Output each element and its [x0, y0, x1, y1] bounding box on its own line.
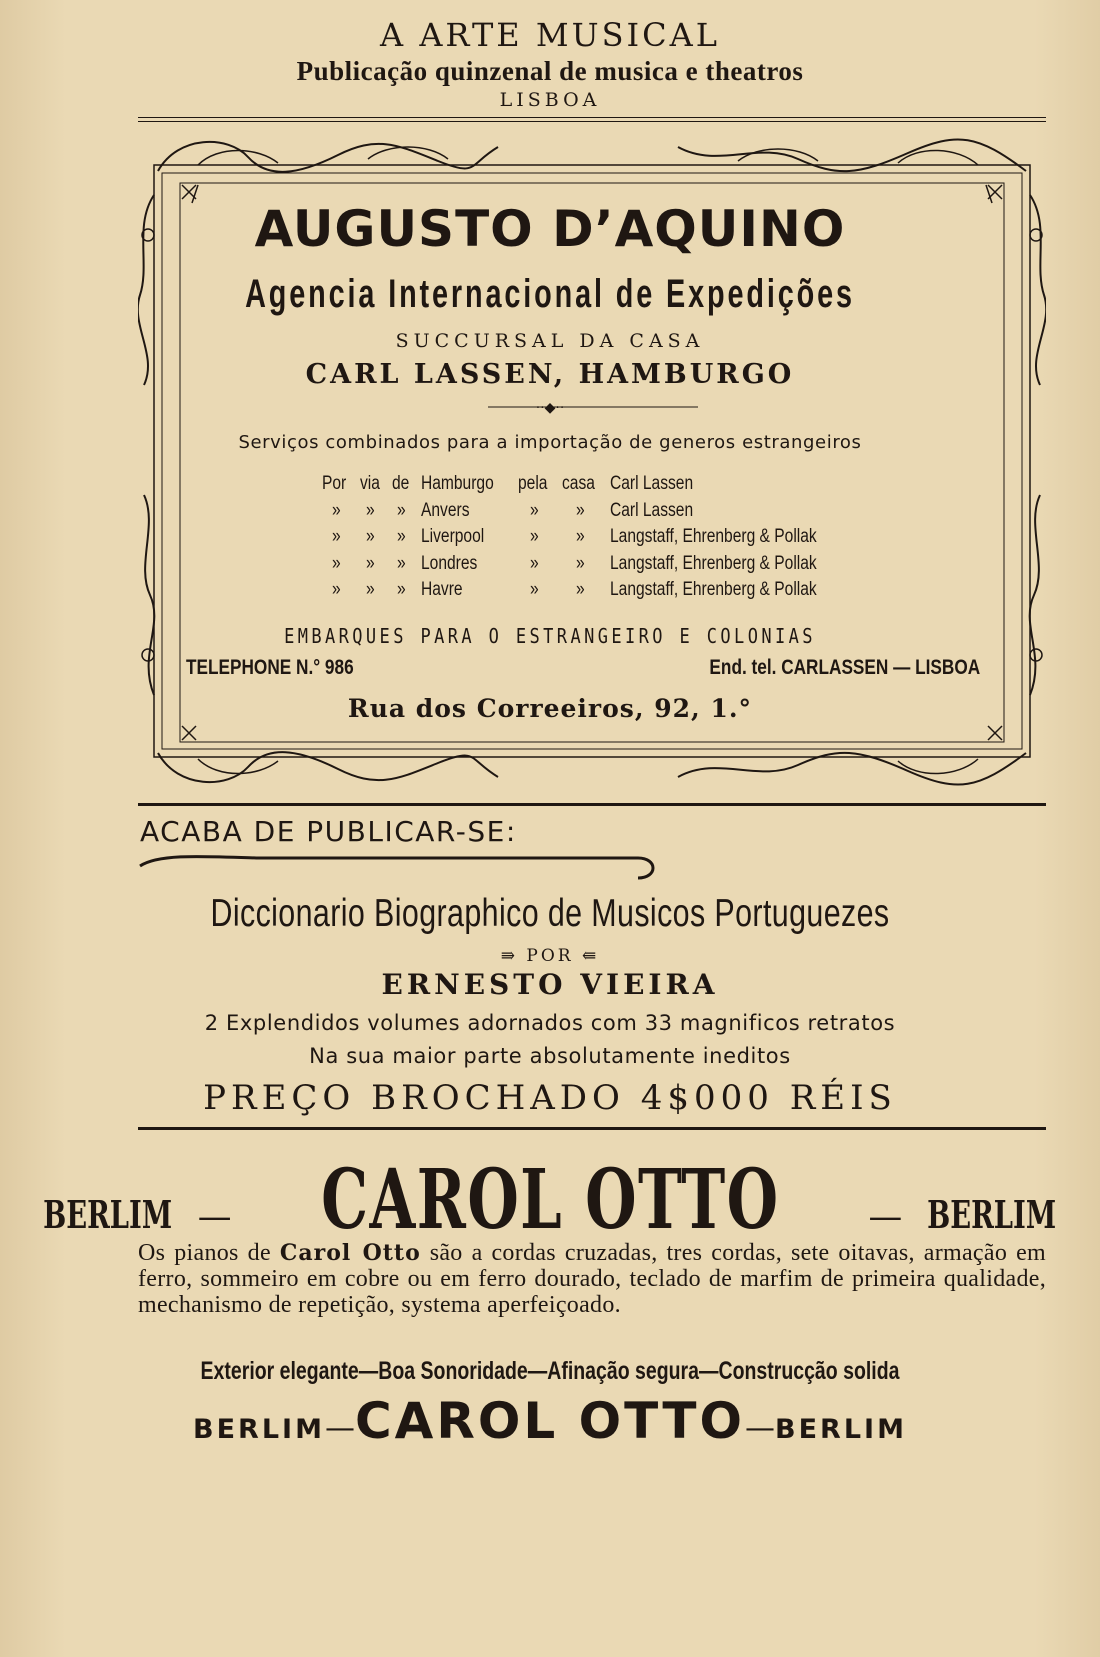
masthead-title: A ARTE MUSICAL: [380, 16, 720, 54]
aquino-agency: Agencia Internacional de Expedições: [245, 272, 855, 316]
route-cell-c: »: [397, 499, 406, 521]
aquino-succursal: SUCCURSAL DA CASA: [395, 330, 705, 352]
aquino-parent-house: CARL LASSEN, HAMBURGO: [305, 359, 795, 390]
route-cell-b: »: [366, 499, 376, 521]
route-cell-e: »: [576, 526, 586, 548]
route-cell-c: »: [397, 579, 406, 601]
masthead-rule-top: [138, 117, 1046, 118]
route-row: [318, 498, 866, 525]
route-row: [318, 577, 866, 604]
route-cell-city: Anvers: [421, 499, 470, 521]
route-cell-c: de: [391, 473, 410, 495]
route-cell-city: Londres: [421, 552, 478, 574]
arrow-right-icon: ⇛: [500, 946, 527, 966]
route-cell-b: »: [366, 579, 376, 601]
route-cell-c: »: [397, 552, 406, 574]
route-cell-b: »: [366, 526, 376, 548]
masthead-subtitle: Publicação quinzenal de musica e theatros: [296, 56, 804, 86]
route-cell-d: »: [530, 526, 540, 548]
route-cell-city: Liverpool: [421, 526, 485, 548]
route-cell-d: »: [530, 552, 540, 574]
aquino-telephone: TELEPHONE N.° 986: [186, 656, 354, 679]
route-cell-b: via: [359, 473, 380, 495]
headline-city-left: BERLIM: [43, 1192, 173, 1237]
aquino-embarques: EMBARQUES PARA O ESTRANGEIRO E COLONIAS: [284, 624, 816, 648]
route-cell-agent: Langstaff, Ehrenberg & Pollak: [609, 526, 817, 548]
route-cell-agent: Langstaff, Ehrenberg & Pollak: [609, 579, 817, 601]
headline-city-right: BERLIM: [927, 1192, 1057, 1237]
route-cell-agent: Langstaff, Ehrenberg & Pollak: [609, 552, 817, 574]
aquino-name: AUGUSTO D’AQUINO: [254, 200, 846, 258]
aquino-address: Rua dos Correeiros, 92, 1.°: [347, 694, 753, 723]
section-rule-1: [138, 803, 1046, 806]
headline-brand: CAROL OTTO: [320, 1152, 780, 1248]
book-author: ERNESTO VIEIRA: [381, 968, 719, 1001]
route-cell-e: »: [576, 552, 586, 574]
route-cell-e: »: [576, 579, 586, 601]
route-cell-a: »: [331, 526, 341, 548]
route-cell-e: casa: [561, 473, 595, 495]
footer-brand: CAROL OTTO: [354, 1392, 746, 1450]
otto-headline: BERLIM — CAROL OTTO — BERLIM: [43, 1152, 1057, 1248]
route-cell-c: »: [397, 526, 406, 548]
arrow-left-icon: ⇚: [573, 946, 600, 966]
otto-features: Exterior elegante—Boa Sonoridade—Afinação segura—Construcção solida: [200, 1357, 900, 1385]
masthead-city: LISBOA: [499, 89, 601, 111]
otto-footer: BERLIM—CAROL OTTO—BERLIM: [193, 1392, 907, 1450]
book-por: ⇛ POR ⇚: [500, 946, 600, 966]
heading-swash: [138, 852, 658, 882]
aquino-ornament: ··◆··: [535, 400, 565, 416]
route-cell-city: Hamburgo: [421, 473, 494, 495]
route-cell-d: »: [530, 579, 540, 601]
acaba-heading: ACABA DE PUBLICAR-SE:: [140, 815, 517, 848]
route-cell-agent: Carl Lassen: [609, 473, 693, 495]
masthead-rule-bottom: [138, 121, 1046, 122]
route-cell-e: »: [576, 499, 586, 521]
route-cell-a: Por: [322, 473, 347, 495]
route-row: [318, 551, 866, 578]
route-row: [318, 471, 866, 498]
aquino-services: Serviços combinados para a importação de generos estrangeiros: [238, 432, 862, 453]
otto-description: Os pianos de Carol Otto são a cordas cruzadas, tres cordas, sete oitavas, armação em ferro, sommeiro em cobre ou em ferro dourado, teclado de marfim de primeira qualidade, mechanismo de repetição, systema aperfeiçoado.: [138, 1240, 1046, 1318]
book-volumes: 2 Explendidos volumes adornados com 33 magnificos retratos: [204, 1011, 896, 1035]
route-cell-a: »: [331, 552, 341, 574]
route-cell-a: »: [331, 499, 341, 521]
route-row: [318, 524, 866, 551]
route-cell-d: pela: [517, 473, 548, 495]
section-rule-2: [138, 1127, 1046, 1130]
routes-table: [318, 471, 866, 604]
book-price: PREÇO BROCHADO 4$000 RÉIS: [203, 1078, 897, 1118]
book-title: Diccionario Biographico de Musicos Portuguezes: [210, 892, 890, 935]
route-cell-a: »: [331, 579, 341, 601]
route-cell-d: »: [530, 499, 540, 521]
route-cell-agent: Carl Lassen: [609, 499, 693, 521]
route-cell-b: »: [366, 552, 376, 574]
route-cell-city: Havre: [421, 579, 463, 601]
book-inedits: Na sua maior parte absolutamente ineditos: [309, 1044, 791, 1068]
aquino-telegraph: End. tel. CARLASSEN — LISBOA: [709, 656, 980, 679]
